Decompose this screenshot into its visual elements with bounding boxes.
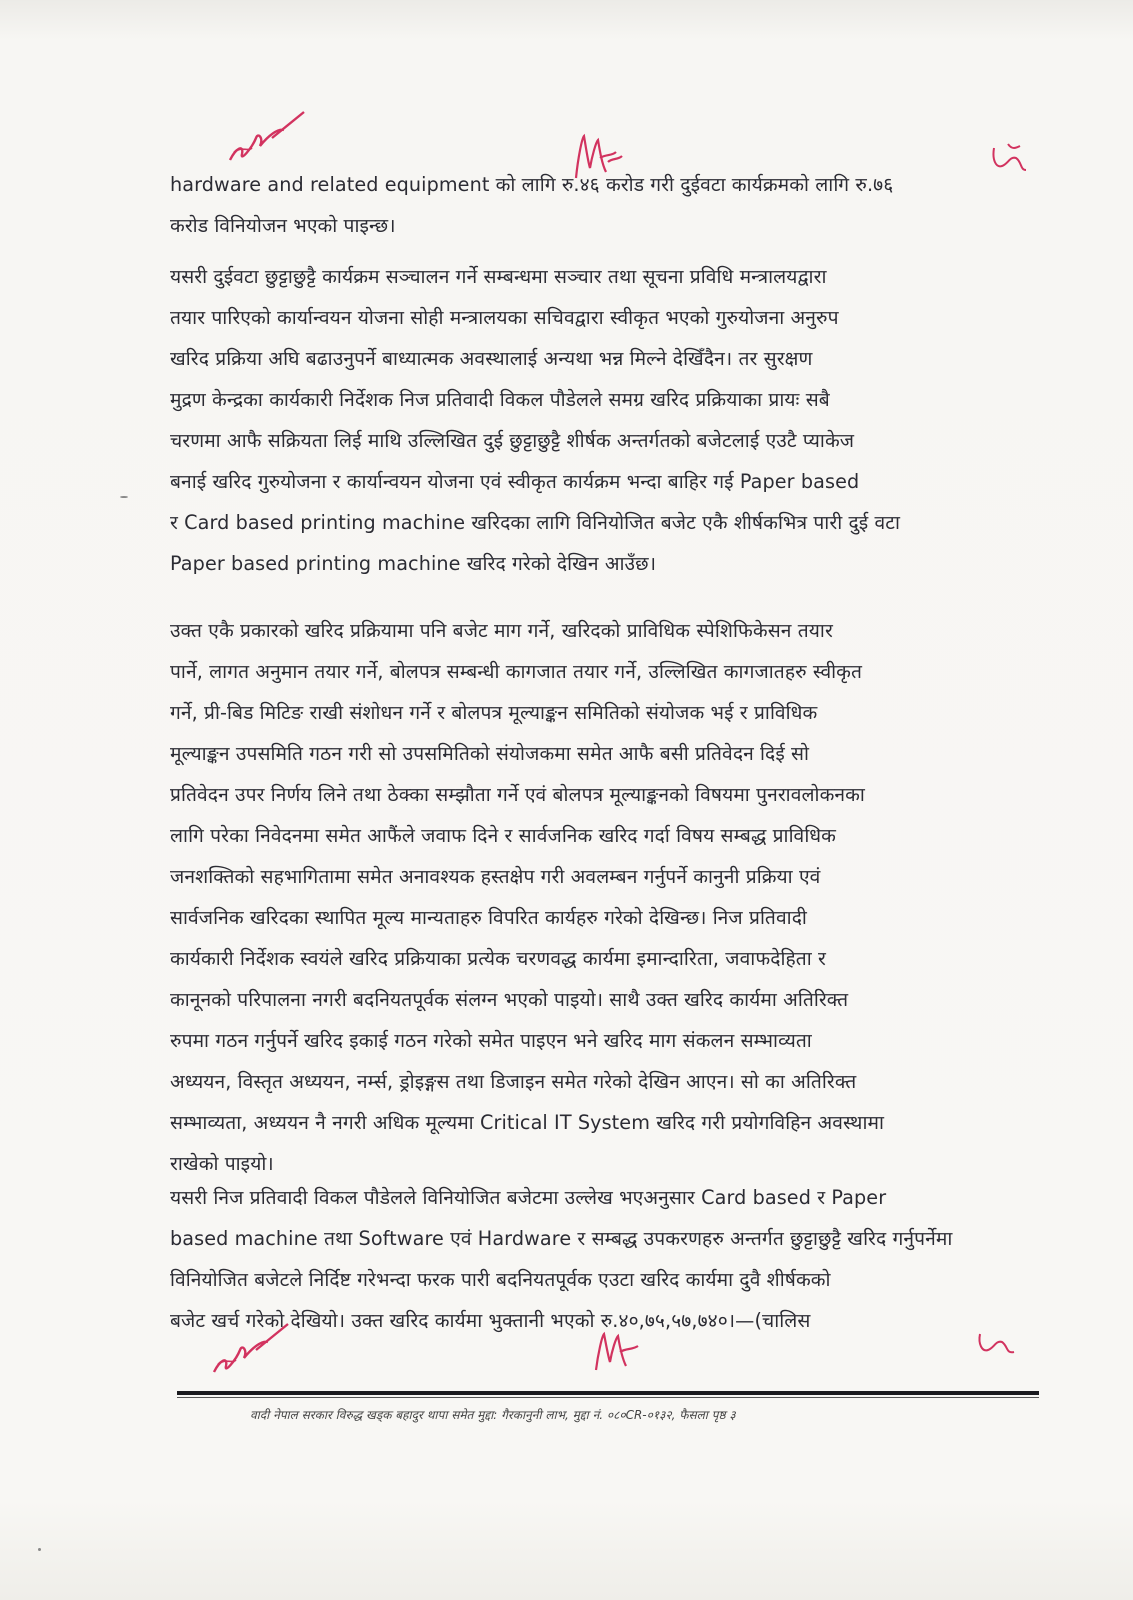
text-line: खरिद प्रक्रिया अघि बढाउनुपर्ने बाध्यात्मक अवस्थालाई अन्यथा भन्न मिल्ने देखिँदैन। तर सुरक्षण [170, 347, 813, 370]
text-line: कानूनको परिपालना नगरी बदनियतपूर्वक संलग्न भएको पाइयो। साथै उक्त खरिद कार्यमा अतिरिक्त [170, 988, 849, 1011]
text-line: सार्वजनिक खरिदका स्थापित मूल्य मान्यताहरु विपरित कार्यहरु गरेको देखिन्छ। निज प्रतिवादी [170, 906, 807, 929]
text-line: पार्ने, लागत अनुमान तयार गर्ने, बोलपत्र सम्बन्धी कागजात तयार गर्ने, उल्लिखित कागजातहरु स्वीकृत [170, 660, 863, 683]
text-line: विनियोजित बजेटले निर्दिष्ट गरेभन्दा फरक पारी बदनियतपूर्वक एउटा खरिद कार्यमा दुवै शीर्षकको [170, 1268, 831, 1291]
signature-bottom-left [206, 1318, 296, 1378]
paragraph-budget-misuse [170, 1177, 1050, 1341]
signature-top-left [222, 108, 312, 168]
text-line: राखेको पाइयो। [170, 1152, 274, 1175]
text-line: रुपमा गठन गर्नुपर्ने खरिद इकाई गठन गरेको समेत पाइएन भने खरिद माग संकलन सम्भाव्यता [170, 1029, 812, 1052]
text-line: करोड विनियोजन भएको पाइन्छ। [170, 214, 396, 237]
text-line: यसरी निज प्रतिवादी विकल पौडेलले विनियोजित बजेटमा उल्लेख भएअनुसार Card based र Paper [170, 1186, 887, 1209]
text-line: कार्यकारी निर्देशक स्वयंले खरिद प्रक्रियाका प्रत्येक चरणवद्ध कार्यमा इमान्दारिता, जवाफदेहिता र [170, 947, 826, 970]
text-line: जनशक्तिको सहभागितामा समेत अनावश्यक हस्तक्षेप गरी अवलम्बन गर्नुपर्ने कानुनी प्रक्रिया एवं [170, 865, 821, 888]
text-line: Paper based printing machine खरिद गरेको देखिन आउँछ। [170, 552, 657, 575]
text-line: मूल्याङ्कन उपसमिति गठन गरी सो उपसमितिको संयोजकमा समेत आफै बसी प्रतिवेदन दिई सो [170, 742, 810, 765]
text-line: तयार पारिएको कार्यान्वयन योजना सोही मन्त्रालयका सचिवद्वारा स्वीकृत भएको गुरुयोजना अनुरुप [170, 306, 839, 329]
text-line: उक्त एकै प्रकारको खरिद प्रक्रियामा पनि बजेट माग गर्ने, खरिदको प्राविधिक स्पेशिफिकेसन तयार [170, 619, 833, 642]
text-line: hardware and related equipment को लागि रु.४६ करोड गरी दुईवटा कार्यक्रमको लागि रु.७६ [170, 173, 894, 196]
text-line: र Card based printing machine खरिदका लागि विनियोजित बजेट एकै शीर्षकभित्र पारी दुई वटा [170, 511, 901, 534]
text-line: यसरी दुईवटा छुट्टाछुट्टै कार्यक्रम सञ्चालन गर्ने सम्बन्धमा सञ्चार तथा सूचना प्रविधि मन्त्रालयद्वारा [170, 265, 827, 288]
footer-divider [177, 1391, 1039, 1395]
signature-bottom-middle [586, 1326, 646, 1376]
signature-bottom-right [972, 1324, 1032, 1364]
scan-speck [120, 496, 128, 498]
scan-speck [38, 1548, 41, 1551]
paragraph-intro [170, 164, 1050, 246]
text-line: लागि परेका निवेदनमा समेत आफैंले जवाफ दिने र सार्वजनिक खरिद गर्दा विषय सम्बद्ध प्राविधिक [170, 824, 837, 847]
footer-divider-thin [177, 1397, 1039, 1398]
text-line: बजेट खर्च गरेको देखियो। उक्त खरिद कार्यमा भुक्तानी भएको रु.४०,७५,५७,७४०।—(चालिस [170, 1309, 811, 1332]
text-line: बनाई खरिद गुरुयोजना र कार्यान्वयन योजना एवं स्वीकृत कार्यक्रम भन्दा बाहिर गई Paper based [170, 470, 860, 493]
text-line: अध्ययन, विस्तृत अध्ययन, नर्म्स, ड्रोइङ्गस तथा डिजाइन समेत गरेको देखिन आएन। सो का अतिरिक्त [170, 1070, 857, 1093]
footer-case-reference: वादी नेपाल सरकार विरुद्ध खड्क बहादुर थापा समेत मुद्दा: गैरकानुनी लाभ, मुद्दा नं. ०८०CR-०१३२, फैसला पृष्ठ ३ [250, 1408, 736, 1422]
paragraph-program-budget [170, 256, 1050, 584]
text-line: based machine तथा Software एवं Hardware र सम्बद्ध उपकरणहरु अन्तर्गत छुट्टाछुट्टै खरिद गर्नुपर्नेमा [170, 1227, 953, 1250]
text-line: गर्ने, प्री-बिड मिटिङ राखी संशोधन गर्ने र बोलपत्र मूल्याङ्कन समितिको संयोजक भई र प्राविधिक [170, 701, 818, 724]
text-line: मुद्रण केन्द्रका कार्यकारी निर्देशक निज प्रतिवादी विकल पौडेलले समग्र खरिद प्रक्रियाका प्रायः सबै [170, 388, 830, 411]
text-line: प्रतिवेदन उपर निर्णय लिने तथा ठेक्का सम्झौता गर्ने एवं बोलपत्र मूल्याङ्कनको विषयमा पुनरावलोकनका [170, 783, 865, 806]
paragraph-procurement-process [170, 610, 1050, 1184]
text-line: चरणमा आफै सक्रियता लिई माथि उल्लिखित दुई छुट्टाछुट्टै शीर्षक अन्तर्गतको बजेटलाई एउटै प्याकेज [170, 429, 855, 452]
text-line: सम्भाव्यता, अध्ययन नै नगरी अधिक मूल्यमा Critical IT System खरिद गरी प्रयोगविहिन अवस्थामा [170, 1111, 885, 1134]
